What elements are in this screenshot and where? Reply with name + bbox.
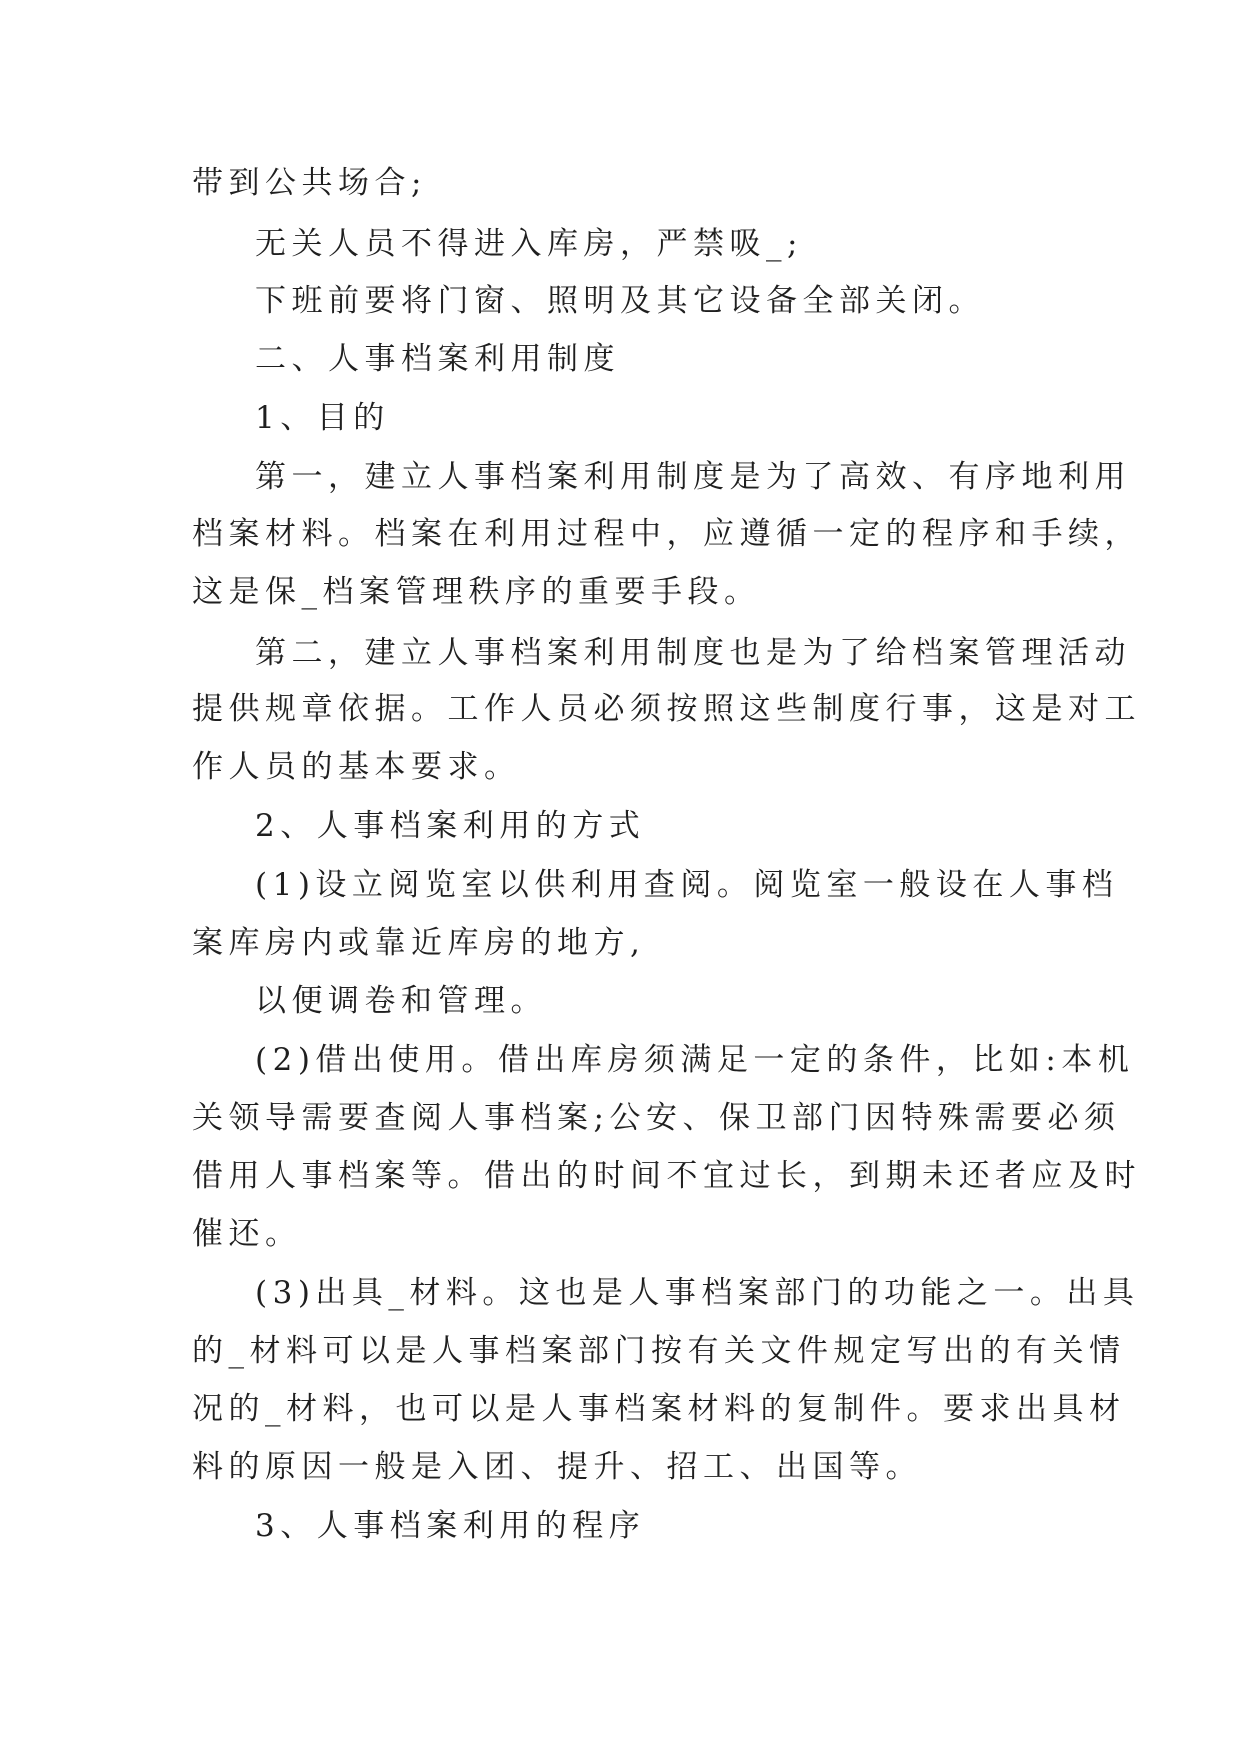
text-line: 以便调卷和管理。	[255, 983, 547, 1019]
text-line: 借用人事档案等。借出的时间不宜过长，到期未还者应及时	[192, 1158, 1141, 1194]
text-line: 这是保_档案管理秩序的重要手段。	[192, 574, 761, 610]
text-line: 况的_材料，也可以是人事档案材料的复制件。要求出具材	[192, 1391, 1126, 1427]
text-line: 无关人员不得进入库房，严禁吸_;	[255, 226, 803, 262]
text-line: 的_材料可以是人事档案部门按有关文件规定写出的有关情	[192, 1333, 1126, 1369]
text-line: 作人员的基本要求。	[192, 749, 521, 785]
text-line: 第二，建立人事档案利用制度也是为了给档案管理活动	[255, 635, 1131, 671]
text-line: (2)借出使用。借出库房须满足一定的条件，比如:本机	[255, 1042, 1135, 1078]
section-heading: 二、人事档案利用制度	[255, 341, 620, 377]
text-line: 料的原因一般是入团、提升、招工、出国等。	[192, 1449, 922, 1485]
text-line: 关领导需要查阅人事档案;公安、保卫部门因特殊需要必须	[192, 1100, 1121, 1136]
text-line: (3)出具_材料。这也是人事档案部门的功能之一。出具	[255, 1275, 1140, 1311]
text-line: (1)设立阅览室以供利用查阅。阅览室一般设在人事档	[255, 867, 1119, 903]
text-line: 下班前要将门窗、照明及其它设备全部关闭。	[255, 283, 985, 319]
text-line: 催还。	[192, 1216, 302, 1252]
subsection-heading: 3、人事档案利用的程序	[255, 1508, 646, 1544]
text-line: 档案材料。档案在利用过程中，应遵循一定的程序和手续，	[192, 516, 1141, 552]
subsection-heading: 1、目的	[255, 400, 390, 436]
text-line: 带到公共场合;	[192, 165, 427, 201]
text-line: 案库房内或靠近库房的地方,	[192, 925, 646, 961]
text-line: 第一，建立人事档案利用制度是为了高效、有序地利用	[255, 459, 1131, 495]
subsection-heading: 2、人事档案利用的方式	[255, 808, 646, 844]
text-line: 提供规章依据。工作人员必须按照这些制度行事，这是对工	[192, 691, 1141, 727]
